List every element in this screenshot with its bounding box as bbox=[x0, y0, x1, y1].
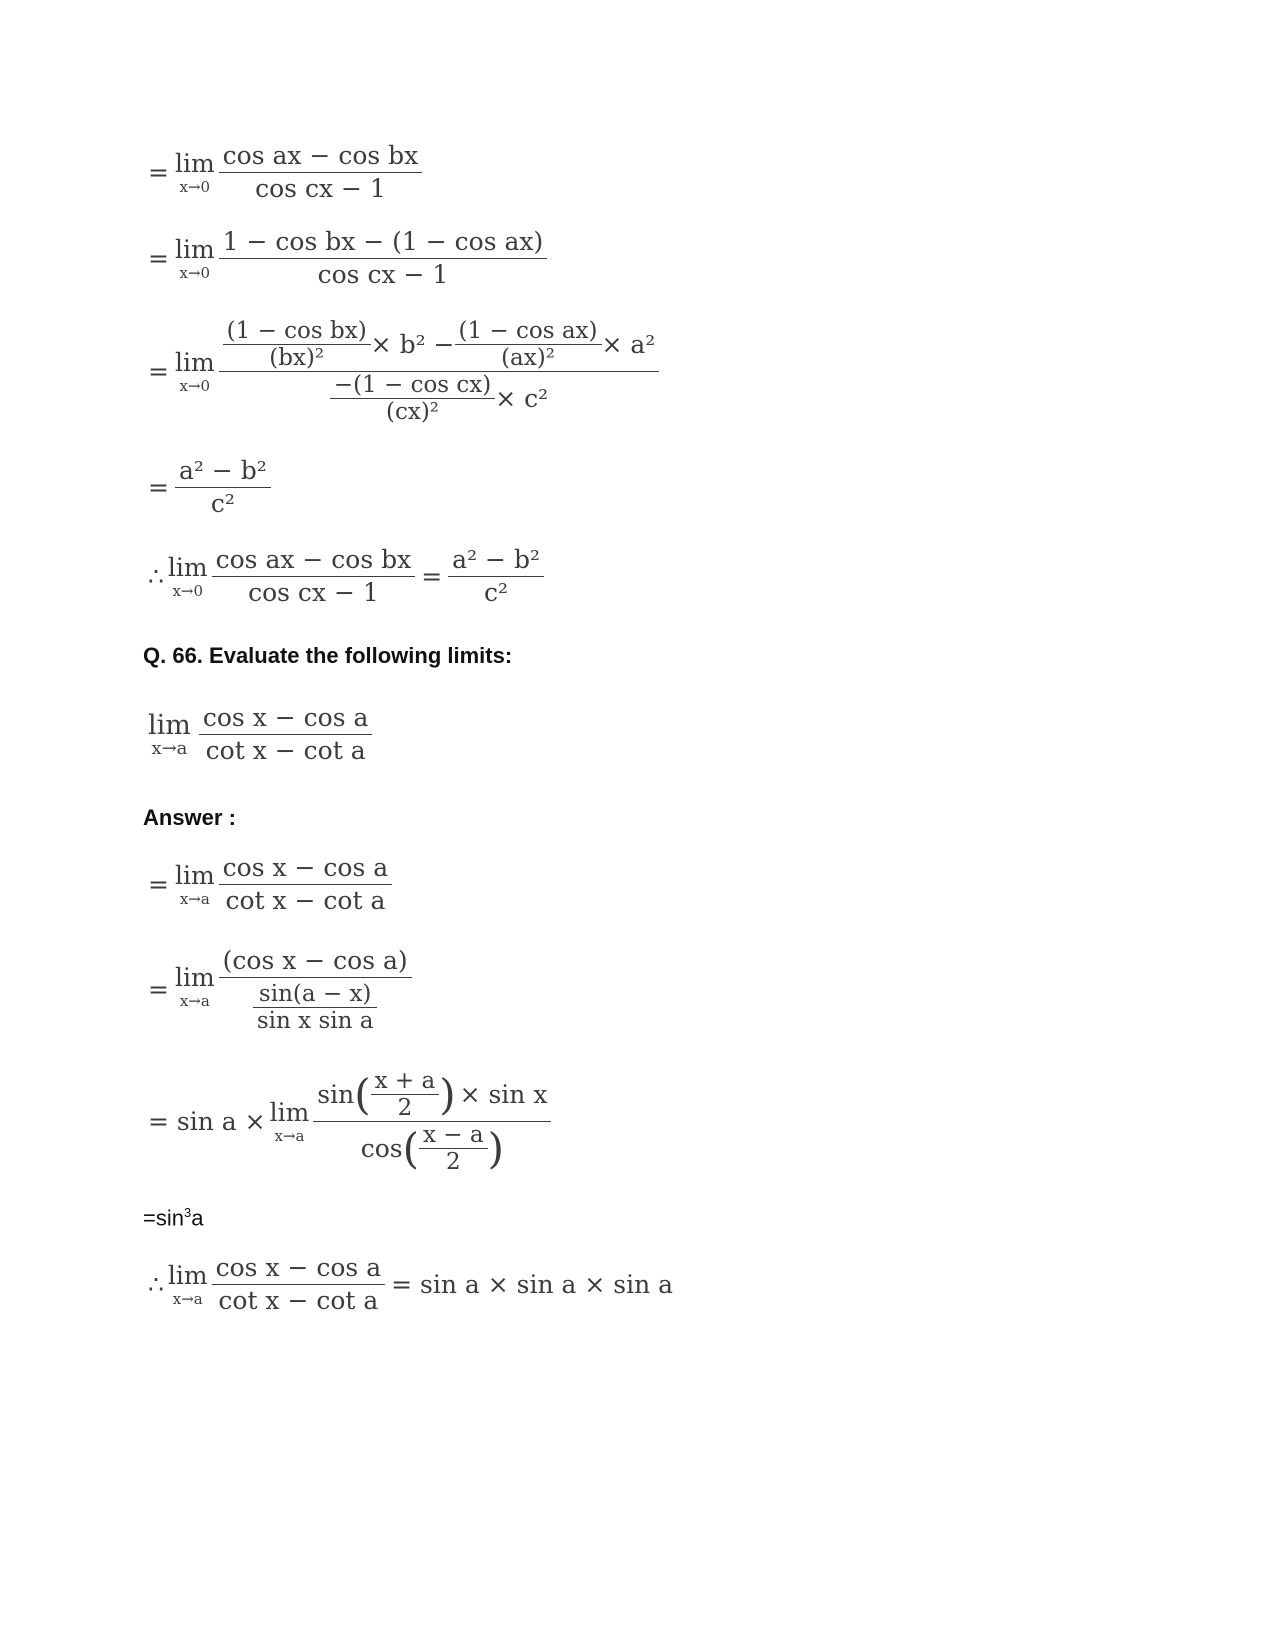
question-heading: Q. 66. Evaluate the following limits: bbox=[143, 643, 513, 668]
compound-denominator: $\frac{\text{−(1 − cos cx)}}{\text{(cx)²}}$ × c² bbox=[326, 372, 552, 425]
answer-label: Answer : bbox=[143, 805, 236, 830]
answer-step-4: $=\sin^3a$ bbox=[143, 1205, 204, 1231]
equals-sign: = bbox=[148, 975, 169, 1004]
equation-prefix: = sin a × bbox=[148, 1107, 266, 1136]
equation-conclusion-1 bbox=[148, 544, 544, 609]
equation-step-4 bbox=[148, 455, 271, 520]
denominator: cos cx − 1 bbox=[255, 174, 386, 203]
fraction bbox=[219, 226, 548, 291]
question-expression bbox=[148, 702, 372, 767]
equation-step-2 bbox=[148, 226, 547, 291]
equals-sign: = bbox=[148, 357, 169, 386]
equals-sign: = bbox=[148, 244, 169, 273]
limit-operator: lim x→0 bbox=[167, 552, 208, 600]
answer-step-2 bbox=[148, 945, 412, 1034]
compound-fraction: $\frac{\text{(cos x − cos a)}}{\frac{\sin(a - x)}{\text{sin x sin a}}}$ bbox=[219, 945, 412, 1034]
compound-fraction: sin ( $\frac{x + a}{2}$ ) × sin x cos ( $\frac{x - a}{2}$ ) bbox=[313, 1068, 551, 1175]
fraction: $\frac{\text{cos x − cos a}}{\text{cot x − cot a}}$ bbox=[199, 702, 373, 767]
limit-operator: lim x→0 bbox=[174, 234, 215, 282]
equals-sign: = bbox=[148, 870, 169, 899]
fraction: $\frac{\text{cos x − cos a}}{\text{cot x − cot a}}$ bbox=[212, 1252, 386, 1317]
limit-operator: lim x→0 bbox=[174, 347, 215, 395]
fraction: $\frac{\text{cos x − cos a}}{\text{cot x − cot a}}$ bbox=[219, 852, 393, 917]
limit-operator: lim x→a bbox=[148, 709, 191, 759]
limit-operator: lim x→0 bbox=[174, 148, 215, 196]
fraction bbox=[219, 140, 423, 205]
limit-operator: lim x→a bbox=[269, 1097, 310, 1145]
denominator: c² bbox=[210, 489, 235, 518]
numerator: a² − b² bbox=[178, 456, 267, 485]
therefore-symbol: ∴ bbox=[148, 1270, 164, 1299]
result-fraction: $\frac{\text{a² − b²}}{\text{c²}}$ bbox=[448, 544, 544, 609]
numerator: cos ax − cos bx bbox=[222, 141, 419, 170]
limit-operator: lim x→a bbox=[174, 963, 215, 1010]
fraction bbox=[175, 455, 271, 520]
equals-sign: = bbox=[148, 473, 169, 502]
answer-conclusion bbox=[148, 1252, 673, 1317]
equation-step-3 bbox=[148, 318, 659, 425]
answer-step-3 bbox=[148, 1068, 551, 1175]
compound-fraction bbox=[219, 318, 660, 425]
answer-step-1 bbox=[148, 852, 392, 917]
compound-numerator: $\frac{\text{(1 − cos bx)}}{\text{(bx)²}}$ × b² − $\frac{\text{(1 − cos ax)}}{\text{(ax)²}}$ × a² bbox=[219, 318, 660, 371]
fraction: $\frac{\text{cos ax − cos bx}}{\text{cos cx − 1}}$ bbox=[212, 544, 416, 609]
denominator: cos cx − 1 bbox=[317, 260, 449, 289]
equals-sign: = bbox=[421, 562, 443, 591]
limit-operator: lim x→a bbox=[167, 1260, 208, 1308]
limit-operator: lim x→a bbox=[174, 860, 215, 908]
equals-sign: = bbox=[148, 158, 169, 187]
equation-step-1 bbox=[148, 140, 422, 205]
numerator: 1 − cos bx − (1 − cos ax) bbox=[222, 227, 544, 256]
result-expression: = sin a × sin a × sin a bbox=[391, 1270, 674, 1299]
therefore-symbol: ∴ bbox=[148, 562, 164, 591]
